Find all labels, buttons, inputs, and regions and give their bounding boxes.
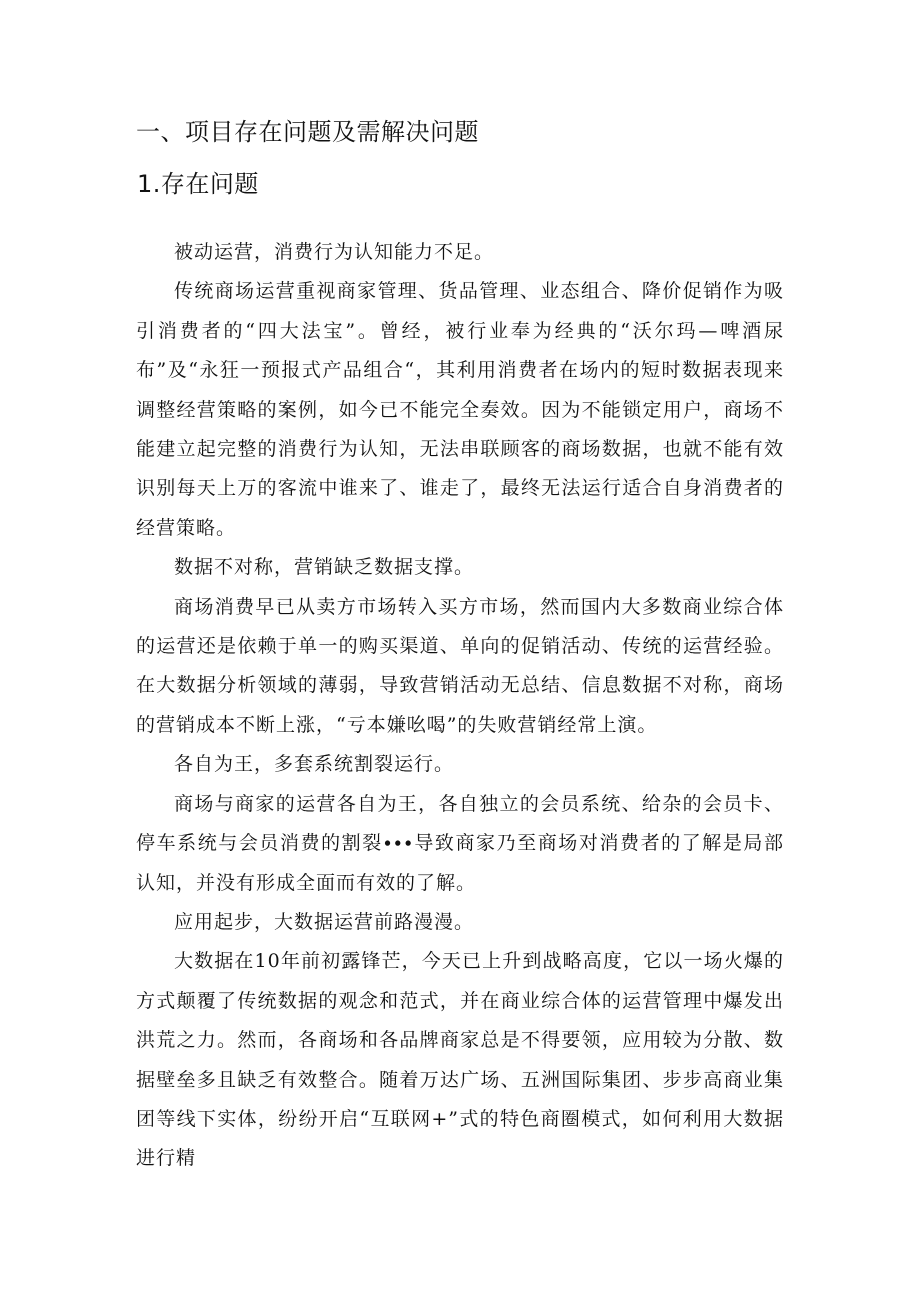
document-body	[136, 233, 784, 1179]
paragraph-big-data-start: 大数据在10年前初露锋芒，今天已上升到战略高度，它以一场火爆的方式颠覆了传统数据的观念和范式，并在商业综合体的运营管理中爆发出洪荒之力。然而，各商场和各品牌商家总是不得要领，应用较为分散、数据壁垒多且缺乏有效整合。随着万达广场、五洲国际集团、步步高商业集团等线下实体，纷纷开启“互联网+”式的特色商圈模式，如何利用大数据进行精	[136, 950, 784, 1170]
problem-title-big-data-start: 应用起步，大数据运营前路漫漫。	[174, 910, 475, 933]
paragraph-passive-operation: 传统商场运营重视商家管理、货品管理、业态组合、降价促销作为吸引消费者的“四大法宝”。曾经，被行业奉为经典的“沃尔玛—啤酒尿布”及“永狂一预报式产品组合“，其利用消费者在场内的短时数据表现来调整经营策略的案例，如今已不能完全奏效。因为不能锁定用户，商场不能建立起完整的消费行为认知，无法串联顾客的商场数据，也就不能有效识别每天上万的客流中谁来了、谁走了，最终无法运行适合自身消费者的经营策略。	[136, 280, 784, 539]
problem-title-fragmented-systems: 各自为王，多套系统割裂运行。	[174, 753, 455, 776]
problem-title-passive-operation: 被动运营，消费行为认知能力不足。	[174, 241, 495, 263]
subsection-heading: 1.存在问题	[137, 170, 259, 198]
section-heading: 一、项目存在问题及需解决问题	[136, 118, 479, 146]
paragraph-data-asymmetry: 商场消费早已从卖方市场转入买方市场，然而国内大多数商业综合体的运营还是依赖于单一的购买渠道、单向的促销活动、传统的运营经验。在大数据分析领域的薄弱，导致营销活动无总结、信息数据不对称，商场的营销成本不断上涨，“亏本嫌吆喝”的失败营销经常上演。	[136, 595, 784, 736]
problem-title-data-asymmetry: 数据不对称，营销缺乏数据支撑。	[174, 556, 475, 579]
paragraph-fragmented-systems: 商场与商家的运营各自为王，各自独立的会员系统、给杂的会员卡、停车系统与会员消费的割裂∙∙∙导致商家乃至商场对消费者的了解是局部认知，并没有形成全面而有效的了解。	[136, 792, 784, 894]
